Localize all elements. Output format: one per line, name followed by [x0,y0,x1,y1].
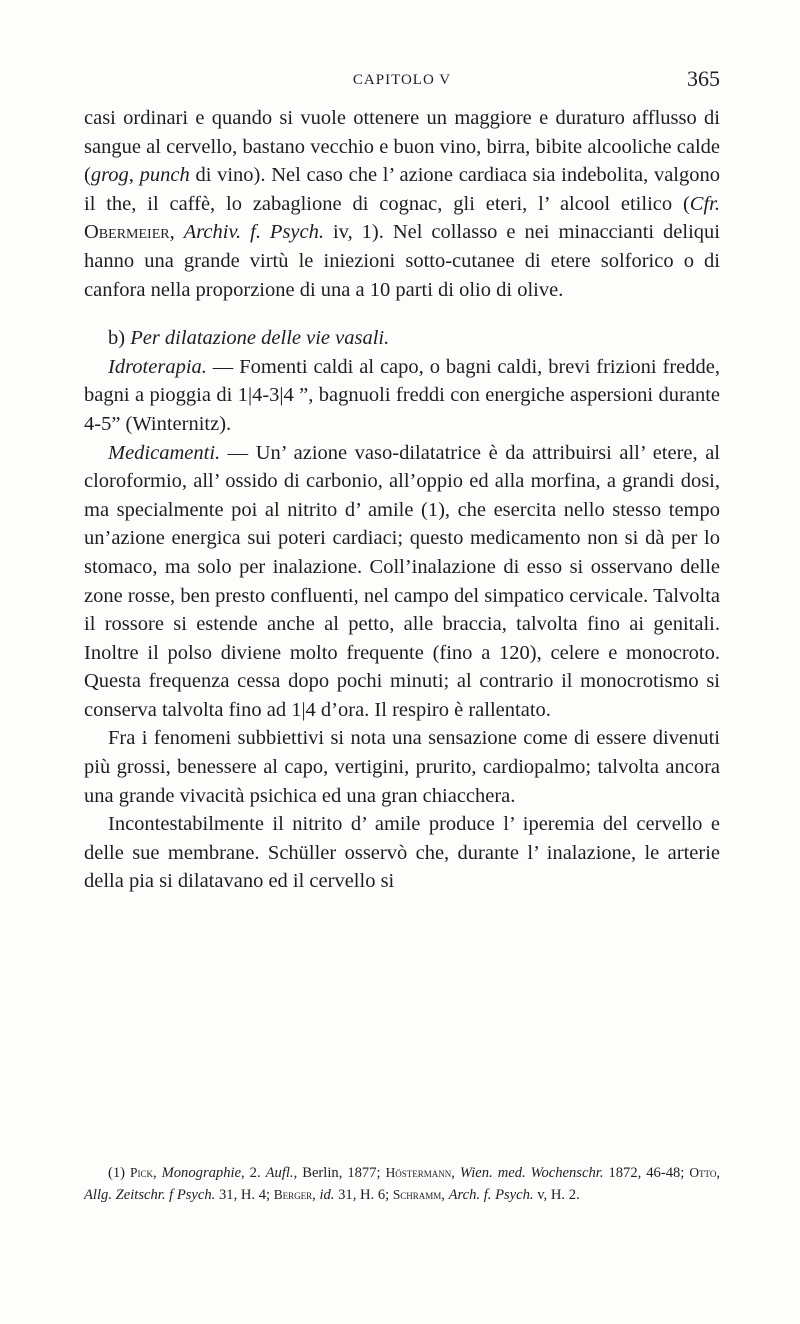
citation-journal: Archiv. f. Psych. [183,221,324,244]
footnote-author: Berger [273,1187,313,1202]
text-run: — Un’ azione vaso-dilatatrice è da attribuirsi all’ etere, al cloroformio, all’ ossido di carbonio, all’oppio ed alla morfina, a grandi dosi, ma specialmente poi al nitrito d’ amile (1), che esercita nello stesso tempo un’azione energica sui poteri cardiaci; questo medicamento non si dà per lo stomaco, ma solo per inalazione. Coll’inalazione di esso si osservano delle zone rosse, ben presto confluenti, nel campo del simpatico cervicale. Talvolta il rossore si estende anche al petto, alle braccia, talvolta fino ai genitali. Inoltre il polso diviene molto frequente (fino a 120), celere e monocroto. Questa frequenza cessa dopo pochi minuti; al contrario il monocrotismo si conserva talvolta fino ad 1|4 d’ora. Il respiro è rallentato. [84,441,720,721]
section-label: b) [108,327,126,350]
page-number: 365 [687,66,720,91]
footnote-title: Monographie [161,1165,242,1181]
text-run: 31, H. 4; [215,1187,274,1203]
text-run: casi ordinari e quando si vuole ottenere un maggiore e duraturo afflusso di sangue al cervello, bastano vecchio e buon vino, birra, bibite alcooliche calde ( [84,107,720,187]
footnotes [84,1162,720,1206]
body-text [84,104,720,896]
footnote-title: Aufl. [265,1165,294,1181]
text-run: , Berlin, 1877; [293,1165,386,1181]
text-run: iv, 1). Nel collasso e nei minaccianti deliqui hanno una grande virtù le iniezioni sotto-cutanee di etere solforico o di canfora nella proporzione di una a 10 parti di olio di olive. [84,221,720,301]
subheading-medicamenti: Medicamenti. [108,441,221,464]
text-run: 31, H. 6; [334,1187,393,1203]
paragraph-fenomeni: Fra i fenomeni subbiettivi si nota una sensazione come di essere divenuti più grossi, benessere al capo, vertigini, prurito, cardiopalmo; talvolta ancora una grande vivacità psichica ed una gran chiacchera. [84,727,720,807]
paragraph-continuation [84,104,720,304]
footnote-author: Otto [689,1165,717,1180]
text-run: v, H. 2. [533,1187,580,1203]
text-run: , [152,1165,162,1181]
footnote-1 [84,1162,720,1206]
paragraph-idroterapia [84,353,720,439]
paragraph-medicamenti [84,439,720,725]
footnote-author: Höstermann [385,1165,452,1180]
subheading-idroterapia: Idroterapia. [108,355,207,378]
footnote-author: Pick [130,1165,153,1180]
text-run: , [312,1187,320,1203]
text-run: , [169,221,184,244]
text-run: , 2. [241,1165,266,1181]
text-run: 1872, 46-48; [603,1165,690,1181]
italic-term: grog, punch [90,164,190,187]
footnote-title: Arch. f. Psych. [448,1187,534,1203]
text-run: , [451,1165,460,1181]
citation-cfr: Cfr. [689,192,720,215]
section-heading [84,324,720,353]
text-run: — Fomenti caldi al capo, o bagni caldi, brevi frizioni fredde, bagni a pioggia di 1|4-3|4 ”, bagnuoli freddi con energiche aspersioni durante 4-5” (Winternitz). [84,355,720,435]
footnote-title: Wien. med. Wochenschr. [459,1165,604,1181]
citation-author: Obermeier [84,221,170,244]
footnote-author: Schramm [392,1187,442,1202]
section-title: Per dilatazione delle vie vasali. [125,327,390,350]
text-run: , [716,1165,721,1181]
footnote-marker: (1) [108,1165,130,1181]
paragraph-incontestabilmente: Incontestabilmente il nitrito d’ amile produce l’ iperemia del cervello e delle sue membrane. Schüller osservò che, durante l’ inalazione, le arterie della pia si dilatavano ed il cervello si [84,813,720,893]
footnote-title: Allg. Zeitschr. f Psych. [84,1187,216,1203]
running-head: CAPITOLO V [352,72,452,88]
text-run: di vino). Nel caso che l’ azione cardiaca sia indebolita, valgono il the, il caffè, lo zabaglione di cognac, gli eteri, l’ alcool etilico ( [84,164,720,215]
text-run: , [441,1187,449,1203]
footnote-title: id. [319,1187,335,1203]
page-header [84,66,720,96]
